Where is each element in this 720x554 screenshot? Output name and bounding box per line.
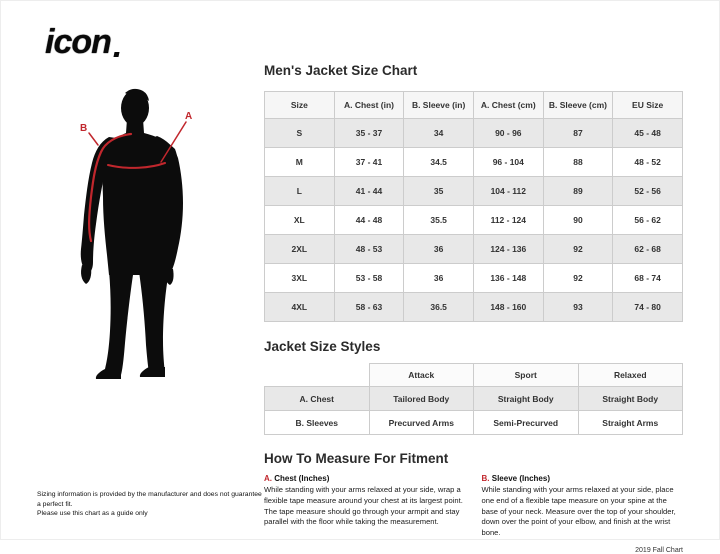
table-cell: Straight Body [474,387,579,411]
label-b-pointer-line [89,133,98,145]
table-cell: 48 - 53 [334,235,404,264]
table-cell: 36 [404,235,474,264]
measure-chest-text: While standing with your arms relaxed at your side, wrap a flexible tape measure around your chest at its largest point. The tape measure should go through your armpit and stay parallel with the floor while taking the measurement. [264,485,463,527]
row-label: A. Chest [265,387,370,411]
column-header: EU Size [613,92,683,119]
column-header: Size [265,92,335,119]
table-cell: 148 - 160 [473,293,543,322]
brand-logo [45,23,119,62]
table-cell: 90 - 96 [473,119,543,148]
table-cell: 41 - 44 [334,177,404,206]
table-cell: 74 - 80 [613,293,683,322]
table-cell: 104 - 112 [473,177,543,206]
table-cell: 48 - 52 [613,148,683,177]
table-cell: 36 [404,264,474,293]
table-cell: 96 - 104 [473,148,543,177]
table-cell: 35 - 37 [334,119,404,148]
size-chart-table [264,91,683,322]
measure-chest-heading [264,474,466,483]
registered-mark-icon [113,52,119,57]
figure-label-b: B [80,123,88,134]
table-cell: Straight Arms [578,411,683,435]
measure-chest-letter: A. [264,474,272,483]
table-row [265,148,683,177]
table-cell: 92 [543,235,613,264]
table-cell: 62 - 68 [613,235,683,264]
chart-version: 2019 Fall Chart [635,546,683,554]
row-label: 3XL [265,264,335,293]
table-row [265,206,683,235]
measure-sleeve-block [482,474,684,539]
column-header: Sport [474,364,579,387]
column-header: B. Sleeve (in) [404,92,474,119]
row-label: 2XL [265,235,335,264]
table-cell: 87 [543,119,613,148]
style-chart-table [264,363,683,435]
column-header: Relaxed [578,364,683,387]
row-label: B. Sleeves [265,411,370,435]
table-cell: Straight Body [578,387,683,411]
table-cell: 124 - 136 [473,235,543,264]
table-cell: 45 - 48 [613,119,683,148]
table-cell: 92 [543,264,613,293]
measure-chest-label: Chest (Inches) [274,474,330,483]
measure-sleeve-heading [482,474,684,483]
man-silhouette [81,89,183,379]
measure-columns [264,474,683,539]
table-cell: 36.5 [404,293,474,322]
table-cell: Tailored Body [369,387,474,411]
table-cell: 93 [543,293,613,322]
measure-sleeve-label: Sleeve (Inches) [491,474,550,483]
measure-chest-block [264,474,466,539]
table-row [265,177,683,206]
table-cell: 89 [543,177,613,206]
measure-sleeve-text: While standing with your arms relaxed at your side, place one end of a flexible tape measure on your spine at the base of your neck. Measure over the top of your shoulder, down over the point of your elbow, and finish at the wrist bone. [481,485,676,538]
ghost-cell [265,364,370,387]
disclaimer [37,490,267,519]
table-cell: 90 [543,206,613,235]
table-row [265,119,683,148]
measure-section-title: How To Measure For Fitment [264,451,449,466]
content-column [264,63,683,554]
row-label: M [265,148,335,177]
measurement-figure [53,85,223,385]
table-row [265,387,683,411]
column-header: B. Sleeve (cm) [543,92,613,119]
table-row [265,411,683,435]
table-cell: 35 [404,177,474,206]
style-chart-title: Jacket Size Styles [264,339,381,354]
size-chart-title: Men's Jacket Size Chart [264,63,418,78]
row-label: XL [265,206,335,235]
column-header: Attack [369,364,474,387]
table-cell: 34.5 [404,148,474,177]
column-header: A. Chest (cm) [473,92,543,119]
table-cell: 136 - 148 [473,264,543,293]
row-label: 4XL [265,293,335,322]
table-cell: 44 - 48 [334,206,404,235]
table-cell: 37 - 41 [334,148,404,177]
table-cell: 34 [404,119,474,148]
row-label: L [265,177,335,206]
table-cell: 88 [543,148,613,177]
disclaimer-line-1: Sizing information is provided by the manufacturer and does not guarantee a perfect fit. [37,491,262,508]
table-cell: Semi-Precurved [474,411,579,435]
table-cell: 35.5 [404,206,474,235]
table-cell: 68 - 74 [613,264,683,293]
table-cell: 112 - 124 [473,206,543,235]
table-row [265,235,683,264]
table-cell: 52 - 56 [613,177,683,206]
table-row [265,293,683,322]
disclaimer-line-2: Please use this chart as a guide only [37,510,148,518]
column-header: A. Chest (in) [334,92,404,119]
row-label: S [265,119,335,148]
table-cell: 56 - 62 [613,206,683,235]
table-cell: 58 - 63 [334,293,404,322]
measure-sleeve-letter: B. [481,474,490,483]
table-cell: 53 - 58 [334,264,404,293]
brand-logo-text: icon [45,23,111,61]
table-row [265,264,683,293]
table-cell: Precurved Arms [369,411,474,435]
figure-label-a: A [185,111,193,122]
